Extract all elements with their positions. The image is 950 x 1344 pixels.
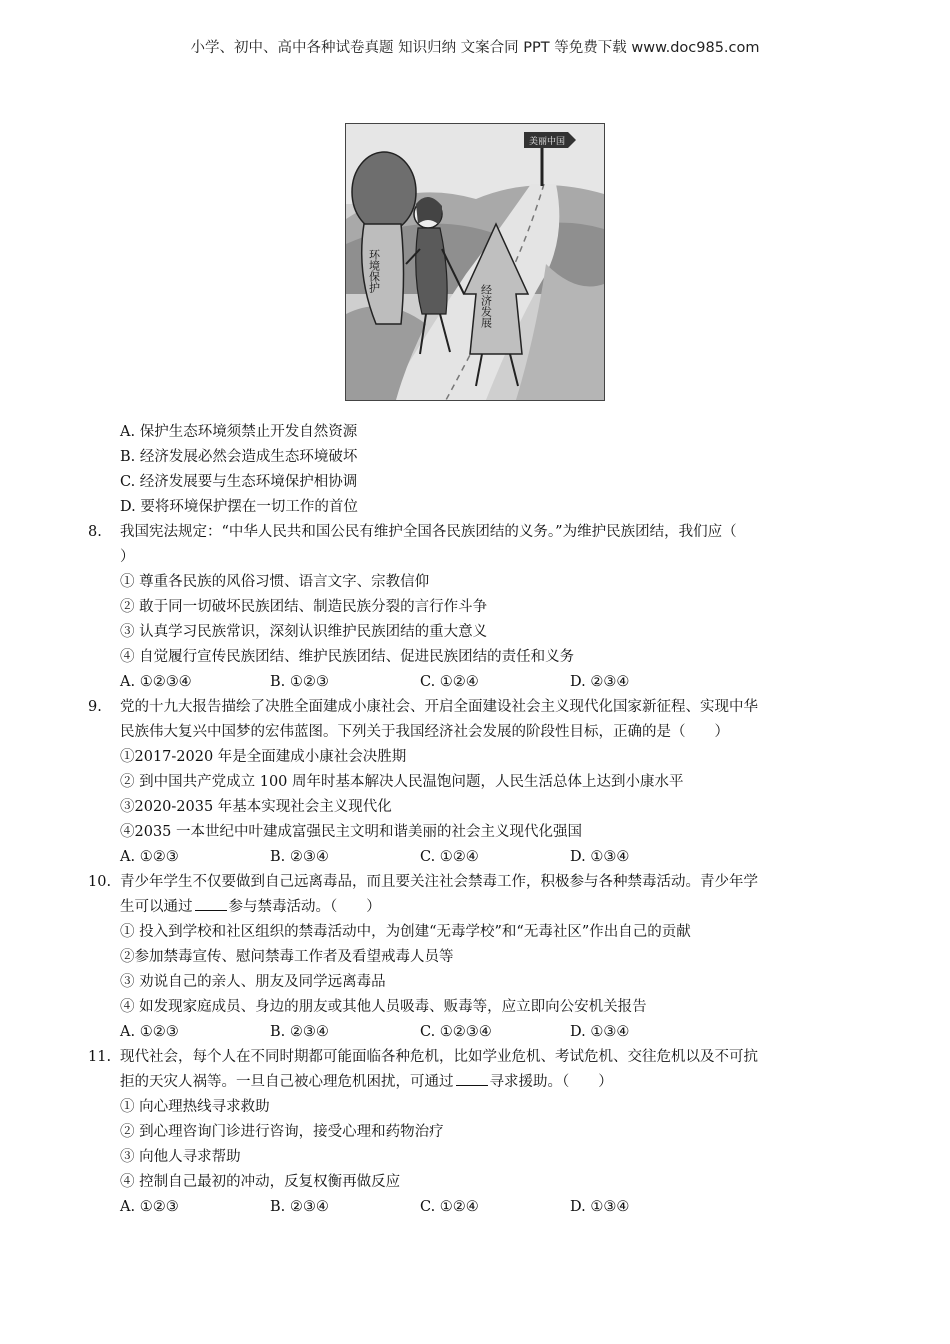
- q9-stem-line1: 党的十九大报告描绘了决胜全面建成小康社会、开启全面建设社会主义现代化国家新征程、实现中华: [120, 699, 758, 715]
- q10-choice-b: B. ②③④: [270, 1024, 329, 1040]
- q8-choices: [82, 670, 862, 695]
- cartoon-illustration: [345, 123, 605, 401]
- q10-item-3: ③ 劝说自己的亲人、朋友及同学远离毒品: [120, 974, 386, 990]
- q8-number: 8.: [88, 524, 102, 540]
- q11-stem-line2-a: 拒的天灾人祸等。一旦自己被心理危机困扰，可通过: [120, 1074, 454, 1090]
- q9-choice-a: A. ①②③: [120, 849, 179, 865]
- q8-choice-c: C. ①②④: [420, 674, 479, 690]
- q9-number: 9.: [88, 699, 102, 715]
- q8-choice-b: B. ①②③: [270, 674, 329, 690]
- q11-choice-d: D. ①③④: [570, 1199, 630, 1215]
- q11-blank: [456, 1071, 488, 1086]
- q9-item-4: ④2035 一本世纪中叶建成富强民主文明和谐美丽的社会主义现代化强国: [120, 824, 583, 840]
- question-10: [82, 870, 862, 1020]
- q11-choice-c: C. ①②④: [420, 1199, 479, 1215]
- q11-item-1: ① 向心理热线寻求救助: [120, 1099, 270, 1115]
- q10-stem-line1: 青少年学生不仅要做到自己远离毒品，而且要关注社会禁毒工作，积极参与各种禁毒活动。青少年学: [120, 874, 758, 890]
- q9-choice-d: D. ①③④: [570, 849, 630, 865]
- q10-choices: [82, 1020, 862, 1045]
- q11-stem-line2: [120, 1070, 862, 1095]
- q10-item-1: ① 投入到学校和社区组织的禁毒活动中，为创建“无毒学校”和“无毒社区”作出自己的贡献: [120, 924, 691, 940]
- q9-item-3: ③2020-2035 年基本实现社会主义现代化: [120, 799, 392, 815]
- q9-choice-c: C. ①②④: [420, 849, 479, 865]
- q11-choice-a: A. ①②③: [120, 1199, 179, 1215]
- q10-choice-d: D. ①③④: [570, 1024, 630, 1040]
- q8-choice-d: D. ②③④: [570, 674, 630, 690]
- figure-right-label: 经济发展: [479, 284, 493, 328]
- q8-item-3: ③ 认真学习民族常识，深刻认识维护民族团结的重大意义: [120, 624, 488, 640]
- q11-choice-b: B. ②③④: [270, 1199, 329, 1215]
- q8-item-2: ② 敢于同一切破坏民族团结、制造民族分裂的言行作斗争: [120, 599, 488, 615]
- q11-stem-line2-b: 寻求援助。（ ）: [489, 1074, 613, 1090]
- page-header: 小学、初中、高中各种试卷真题 知识归纳 文案合同 PPT 等免费下载 www.doc985.com: [190, 40, 760, 56]
- q10-choice-c: C. ①②③④: [420, 1024, 492, 1040]
- q11-item-2: ② 到心理咨询门诊进行咨询，接受心理和药物治疗: [120, 1124, 444, 1140]
- q8-stem-line2: ）: [120, 549, 135, 565]
- q11-item-4: ④ 控制自己最初的冲动，反复权衡再做反应: [120, 1174, 401, 1190]
- q10-item-4: ④ 如发现家庭成员、身边的朋友或其他人员吸毒、贩毒等，应立即向公安机关报告: [120, 999, 647, 1015]
- figure-left-label: 环境保护: [367, 249, 381, 293]
- q9-item-2: ② 到中国共产党成立 100 周年时基本解决人民温饱问题，人民生活总体上达到小康水平: [120, 774, 684, 790]
- q7-option-b: B. 经济发展必然会造成生态环境破坏: [120, 449, 358, 465]
- q9-choices: [82, 845, 862, 870]
- q11-number: 11.: [88, 1049, 112, 1065]
- q11-choices: [82, 1195, 862, 1220]
- q7-option-c: C. 经济发展要与生态环境保护相协调: [120, 474, 358, 490]
- q9-choice-b: B. ②③④: [270, 849, 329, 865]
- q10-blank: [195, 896, 227, 911]
- q10-stem-line2-b: 参与禁毒活动。（ ）: [228, 899, 381, 915]
- q8-stem-line1: 我国宪法规定：“中华人民共和国公民有维护全国各民族团结的义务。”为维护民族团结，我们应（: [120, 524, 737, 540]
- question-11: [82, 1045, 862, 1195]
- q10-stem-line2-a: 生可以通过: [120, 899, 193, 915]
- q8-item-4: ④ 自觉履行宣传民族团结、维护民族团结、促进民族团结的责任和义务: [120, 649, 575, 665]
- question-8: [82, 520, 862, 670]
- question-content: [82, 420, 862, 1220]
- question-9: [82, 695, 862, 845]
- q8-choice-a: A. ①②③④: [120, 674, 192, 690]
- q11-item-3: ③ 向他人寻求帮助: [120, 1149, 241, 1165]
- q10-choice-a: A. ①②③: [120, 1024, 179, 1040]
- sign-text: 美丽中国: [529, 137, 566, 147]
- q10-item-2: ②参加禁毒宣传、慰问禁毒工作者及看望戒毒人员等: [120, 949, 454, 965]
- q7-option-a: A. 保护生态环境须禁止开发自然资源: [120, 424, 358, 440]
- q10-number: 10.: [88, 874, 112, 890]
- q7-option-d: D. 要将环境保护摆在一切工作的首位: [120, 499, 358, 515]
- q11-stem-line1: 现代社会，每个人在不同时期都可能面临各种危机，比如学业危机、考试危机、交往危机以及不可抗: [120, 1049, 758, 1065]
- q9-stem-line2: 民族伟大复兴中国梦的宏伟蓝图。下列关于我国经济社会发展的阶段性目标，正确的是（ ）: [120, 724, 729, 740]
- q8-item-1: ① 尊重各民族的风俗习惯、语言文字、宗教信仰: [120, 574, 430, 590]
- q10-stem-line2: [120, 895, 862, 920]
- q9-item-1: ①2017-2020 年是全面建成小康社会决胜期: [120, 749, 407, 765]
